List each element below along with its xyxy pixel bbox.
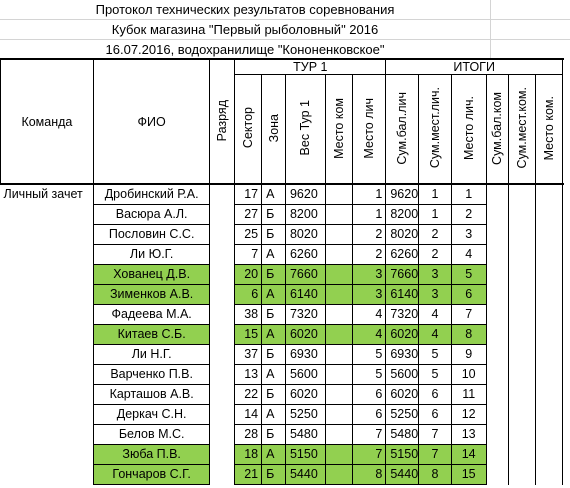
cell-sum-places-pers[interactable]: 1 — [419, 205, 452, 225]
cell-rank[interactable] — [210, 425, 235, 445]
cell-zone[interactable]: Б — [262, 305, 286, 325]
cell-sector[interactable]: 25 — [235, 225, 262, 245]
cell-zone[interactable]: Б — [262, 265, 286, 285]
cup-name[interactable]: Кубок магазина "Первый рыболовный" 2016 — [111, 22, 379, 37]
cell-team[interactable] — [1, 345, 94, 365]
cell-rank[interactable] — [210, 285, 235, 305]
cell-sum-points-team[interactable] — [486, 265, 509, 285]
cell-rank[interactable] — [210, 465, 235, 485]
cell-weight[interactable]: 8200 — [285, 205, 325, 225]
cell-place-team-total[interactable] — [536, 205, 563, 225]
cell-place-pers-total[interactable]: 14 — [451, 445, 486, 465]
cell-sum-places-pers[interactable]: 7 — [419, 445, 452, 465]
cell-place-team[interactable] — [325, 245, 352, 265]
cell-sum-places-pers[interactable]: 4 — [419, 325, 452, 345]
cell-sum-places-pers[interactable]: 7 — [419, 425, 452, 445]
cell-place-pers-total[interactable]: 7 — [451, 305, 486, 325]
cell-sum-places-team[interactable] — [509, 305, 536, 325]
cell-sum-places-team[interactable] — [509, 425, 536, 445]
cell-place-team[interactable] — [325, 265, 352, 285]
cell-fio[interactable]: Белов М.С. — [93, 425, 210, 445]
col-header-place-pers-total[interactable]: Место лич. — [451, 75, 486, 185]
cell-place-pers[interactable]: 8 — [352, 465, 386, 485]
cell-place-pers-total[interactable]: 10 — [451, 365, 486, 385]
col-header-sector[interactable]: Сектор — [235, 75, 262, 185]
cell-zone[interactable]: А — [262, 245, 286, 265]
table-row — [1, 205, 570, 225]
cell-weight[interactable]: 6140 — [285, 285, 325, 305]
cell-sector[interactable]: 7 — [235, 245, 262, 265]
cell-sum-points-team[interactable] — [486, 345, 509, 365]
col-header-rank[interactable]: Разряд — [210, 60, 235, 185]
cell-team[interactable] — [1, 325, 94, 345]
cell-sum-points-team[interactable] — [486, 305, 509, 325]
cell-zone[interactable]: Б — [262, 465, 286, 485]
cell-sum-points-pers[interactable]: 5150 — [386, 445, 419, 465]
cell-place-pers[interactable]: 1 — [352, 205, 386, 225]
cell-fio[interactable]: Зименков А.В. — [93, 285, 210, 305]
cell-sum-points-team[interactable] — [486, 205, 509, 225]
cell-place-pers[interactable]: 6 — [352, 385, 386, 405]
cell-sector[interactable]: 37 — [235, 345, 262, 365]
table-row — [1, 425, 570, 445]
cell-sum-places-pers[interactable]: 5 — [419, 365, 452, 385]
cell-sum-places-team[interactable] — [509, 265, 536, 285]
cell-sum-points-team[interactable] — [486, 465, 509, 485]
cell-sum-points-team[interactable] — [486, 385, 509, 405]
cell-sector[interactable]: 14 — [235, 405, 262, 425]
cell-weight[interactable]: 5150 — [285, 445, 325, 465]
cell-sum-places-pers[interactable]: 3 — [419, 265, 452, 285]
col-header-sum-points-pers[interactable]: Сум.бал.лич — [386, 75, 419, 185]
cell-zone[interactable]: А — [262, 285, 286, 305]
cell-place-pers-total[interactable]: 4 — [451, 245, 486, 265]
cell-edge — [562, 345, 569, 365]
cell-place-team[interactable] — [325, 445, 352, 465]
cell-fio[interactable]: Карташов А.В. — [93, 385, 210, 405]
cell-place-pers-total[interactable]: 8 — [451, 325, 486, 345]
cell-place-pers[interactable]: 7 — [352, 425, 386, 445]
cell-place-pers-total[interactable]: 1 — [451, 185, 486, 205]
cell-sum-places-team[interactable] — [509, 245, 536, 265]
cell-team[interactable] — [1, 425, 94, 445]
cell-sector[interactable]: 20 — [235, 265, 262, 285]
col-header-place-team[interactable]: Место ком — [325, 75, 352, 185]
cell-rank[interactable] — [210, 265, 235, 285]
cell-zone[interactable]: Б — [262, 425, 286, 445]
cell-sum-places-team[interactable] — [509, 205, 536, 225]
cell-place-pers[interactable]: 7 — [352, 445, 386, 465]
cell-sector[interactable]: 15 — [235, 325, 262, 345]
cell-sum-points-pers[interactable]: 5600 — [386, 365, 419, 385]
cell-place-team-total[interactable] — [536, 285, 563, 305]
cell-place-team-total[interactable] — [536, 425, 563, 445]
cell-sector[interactable]: 22 — [235, 385, 262, 405]
col-header-tour-1[interactable]: ТУР 1 — [235, 60, 386, 75]
cell-sector[interactable]: 13 — [235, 365, 262, 385]
cell-place-pers-total[interactable]: 12 — [451, 405, 486, 425]
cell-sum-points-pers[interactable]: 8020 — [386, 225, 419, 245]
cell-fio[interactable]: Дробинский Р.А. — [93, 185, 210, 205]
cell-place-pers-total[interactable]: 9 — [451, 345, 486, 365]
table-row — [1, 345, 570, 365]
col-header-place-team-total[interactable]: Место ком. — [536, 75, 563, 185]
cell-sum-places-team[interactable] — [509, 465, 536, 485]
cell-weight[interactable]: 6020 — [285, 325, 325, 345]
cell-team[interactable] — [1, 285, 94, 305]
cell-place-team[interactable] — [325, 345, 352, 365]
cell-fio[interactable]: Варченко П.В. — [93, 365, 210, 385]
col-header-team[interactable]: Команда — [1, 60, 94, 185]
cell-edge — [562, 365, 569, 385]
cell-place-pers[interactable]: 5 — [352, 365, 386, 385]
cell-edge — [562, 425, 569, 445]
table-row — [1, 325, 570, 345]
cell-rank[interactable] — [210, 185, 235, 205]
cell-sum-points-team[interactable] — [486, 425, 509, 445]
cell-place-team-total[interactable] — [536, 405, 563, 425]
cell-rank[interactable] — [210, 245, 235, 265]
cell-edge — [562, 205, 569, 225]
cell-place-pers[interactable]: 3 — [352, 285, 386, 305]
cell-sum-points-pers[interactable]: 7320 — [386, 305, 419, 325]
table-row — [1, 245, 570, 265]
cell-zone[interactable]: А — [262, 445, 286, 465]
table-row — [1, 285, 570, 305]
cell-team[interactable] — [1, 265, 94, 285]
cell-place-pers-total[interactable]: 11 — [451, 385, 486, 405]
header-row-groups — [1, 60, 570, 75]
col-header-totals[interactable]: ИТОГИ — [386, 60, 563, 75]
cell-place-team-total[interactable] — [536, 465, 563, 485]
results-body — [1, 185, 570, 485]
cell-sum-places-pers[interactable]: 4 — [419, 305, 452, 325]
cell-weight[interactable]: 5250 — [285, 405, 325, 425]
cell-place-team[interactable] — [325, 425, 352, 445]
cell-rank[interactable] — [210, 445, 235, 465]
cell-place-team-total[interactable] — [536, 365, 563, 385]
cell-place-pers[interactable]: 3 — [352, 265, 386, 285]
cell-place-team[interactable] — [325, 305, 352, 325]
cell-place-team[interactable] — [325, 325, 352, 345]
cell-place-pers-total[interactable]: 15 — [451, 465, 486, 485]
cell-place-pers[interactable]: 2 — [352, 225, 386, 245]
table-row — [1, 365, 570, 385]
cell-place-team-total[interactable] — [536, 245, 563, 265]
table-row — [1, 225, 570, 245]
cell-sector[interactable]: 17 — [235, 185, 262, 205]
cell-rank[interactable] — [210, 225, 235, 245]
cell-place-team-total[interactable] — [536, 265, 563, 285]
cell-fio[interactable]: Хованец Д.В. — [93, 265, 210, 285]
table-row — [1, 405, 570, 425]
cell-rank[interactable] — [210, 385, 235, 405]
cell-rank[interactable] — [210, 325, 235, 345]
table-row — [1, 385, 570, 405]
cell-weight[interactable]: 6020 — [285, 385, 325, 405]
results-table — [0, 59, 570, 485]
cell-team[interactable] — [1, 405, 94, 425]
table-row — [1, 185, 570, 205]
col-header-sum-places-pers[interactable]: Сум.мест.лич. — [419, 75, 452, 185]
cell-place-team-total[interactable] — [536, 185, 563, 205]
cell-sum-places-pers[interactable]: 2 — [419, 245, 452, 265]
cell-place-team[interactable] — [325, 365, 352, 385]
cell-sum-points-pers[interactable]: 6260 — [386, 245, 419, 265]
cell-sum-places-pers[interactable]: 3 — [419, 285, 452, 305]
cell-fio[interactable]: Фадеева М.А. — [93, 305, 210, 325]
col-header-sum-points-team[interactable]: Сум.бал.ком — [486, 75, 509, 185]
cell-sum-places-team[interactable] — [509, 385, 536, 405]
cell-place-team[interactable] — [325, 465, 352, 485]
cell-sum-places-team[interactable] — [509, 445, 536, 465]
cell-place-team[interactable] — [325, 185, 352, 205]
date-venue[interactable]: 16.07.2016, водохранилище "Кононенковское" — [105, 42, 385, 57]
cell-weight[interactable]: 5480 — [285, 425, 325, 445]
cell-sum-points-pers[interactable]: 6140 — [386, 285, 419, 305]
cell-zone[interactable]: А — [262, 365, 286, 385]
col-header-zone[interactable]: Зона — [262, 75, 286, 185]
col-header-sum-places-team[interactable]: Сум.мест.ком. — [509, 75, 536, 185]
cell-weight[interactable]: 6260 — [285, 245, 325, 265]
cell-team[interactable] — [1, 305, 94, 325]
cell-sum-points-team[interactable] — [486, 225, 509, 245]
cell-place-pers-total[interactable]: 13 — [451, 425, 486, 445]
cell-team[interactable] — [1, 205, 94, 225]
cell-sum-points-pers[interactable]: 7660 — [386, 265, 419, 285]
cell-sum-points-pers[interactable]: 6020 — [386, 325, 419, 345]
cell-sum-points-pers[interactable]: 6020 — [386, 385, 419, 405]
cell-fio[interactable]: Китаев С.Б. — [93, 325, 210, 345]
cell-team[interactable]: Личный зачет — [1, 185, 94, 205]
cell-sum-points-pers[interactable]: 5480 — [386, 425, 419, 445]
cell-sum-points-pers[interactable]: 6930 — [386, 345, 419, 365]
cell-sum-points-team[interactable] — [486, 245, 509, 265]
cell-fio[interactable]: Ли Ю.Г. — [93, 245, 210, 265]
cell-place-team[interactable] — [325, 225, 352, 245]
cell-fio[interactable]: Деркач С.Н. — [93, 405, 210, 425]
cell-fio[interactable]: Васюра А.Л. — [93, 205, 210, 225]
table-row — [1, 265, 570, 285]
cell-place-team[interactable] — [325, 405, 352, 425]
cell-edge — [562, 445, 569, 465]
cell-sum-points-pers[interactable]: 8200 — [386, 205, 419, 225]
cell-edge — [562, 245, 569, 265]
cell-sum-points-team[interactable] — [486, 325, 509, 345]
cell-team[interactable] — [1, 245, 94, 265]
cell-place-team[interactable] — [325, 385, 352, 405]
cell-edge — [562, 265, 569, 285]
cell-place-pers-total[interactable]: 6 — [451, 285, 486, 305]
cell-sum-places-team[interactable] — [509, 365, 536, 385]
cell-sector[interactable]: 38 — [235, 305, 262, 325]
cell-edge — [562, 385, 569, 405]
cell-place-pers[interactable]: 1 — [352, 185, 386, 205]
cell-zone[interactable]: А — [262, 185, 286, 205]
cell-zone[interactable]: Б — [262, 345, 286, 365]
cell-sector[interactable]: 28 — [235, 425, 262, 445]
cell-rank[interactable] — [210, 345, 235, 365]
cell-sum-points-pers[interactable]: 9620 — [386, 185, 419, 205]
cell-rank[interactable] — [210, 305, 235, 325]
report-title[interactable]: Протокол технических результатов соревнования — [95, 2, 395, 17]
cell-zone[interactable]: Б — [262, 385, 286, 405]
cell-place-team-total[interactable] — [536, 325, 563, 345]
cell-sum-places-team[interactable] — [509, 285, 536, 305]
cell-place-pers[interactable]: 5 — [352, 345, 386, 365]
col-header-fio[interactable]: ФИО — [93, 60, 210, 185]
cell-weight[interactable]: 6930 — [285, 345, 325, 365]
cell-place-pers-total[interactable]: 3 — [451, 225, 486, 245]
col-header-weight[interactable]: Вес Тур 1 — [285, 75, 325, 185]
cell-rank[interactable] — [210, 205, 235, 225]
cell-place-team[interactable] — [325, 285, 352, 305]
cell-sum-points-team[interactable] — [486, 365, 509, 385]
cell-place-pers-total[interactable]: 5 — [451, 265, 486, 285]
cell-sum-places-pers[interactable]: 6 — [419, 405, 452, 425]
cell-place-team-total[interactable] — [536, 305, 563, 325]
cell-sum-places-team[interactable] — [509, 405, 536, 425]
cell-weight[interactable]: 7320 — [285, 305, 325, 325]
cell-place-team-total[interactable] — [536, 225, 563, 245]
cell-sum-points-team[interactable] — [486, 285, 509, 305]
cell-edge — [562, 185, 569, 205]
cell-weight[interactable]: 9620 — [285, 185, 325, 205]
cell-edge — [562, 465, 569, 485]
cell-zone[interactable]: А — [262, 405, 286, 425]
cell-sum-points-team[interactable] — [486, 405, 509, 425]
cell-rank[interactable] — [210, 365, 235, 385]
cell-sum-points-pers[interactable]: 5250 — [386, 405, 419, 425]
cell-sum-places-pers[interactable]: 2 — [419, 225, 452, 245]
cell-sum-places-pers[interactable]: 8 — [419, 465, 452, 485]
cell-sum-places-team[interactable] — [509, 325, 536, 345]
cell-zone[interactable]: А — [262, 325, 286, 345]
cell-edge — [562, 285, 569, 305]
cell-edge — [562, 305, 569, 325]
cell-place-pers[interactable]: 4 — [352, 305, 386, 325]
cell-sector[interactable]: 6 — [235, 285, 262, 305]
cell-sum-points-team[interactable] — [486, 445, 509, 465]
cell-fio[interactable]: Ли Н.Г. — [93, 345, 210, 365]
cell-sum-places-pers[interactable]: 6 — [419, 385, 452, 405]
cell-sum-points-team[interactable] — [486, 185, 509, 205]
col-header-place-pers[interactable]: Место лич — [352, 75, 386, 185]
cell-sum-points-pers[interactable]: 5440 — [386, 465, 419, 485]
cell-place-team-total[interactable] — [536, 385, 563, 405]
cell-weight[interactable]: 8020 — [285, 225, 325, 245]
cell-rank[interactable] — [210, 405, 235, 425]
cell-sector[interactable]: 21 — [235, 465, 262, 485]
cell-team[interactable] — [1, 465, 94, 485]
cell-sum-places-team[interactable] — [509, 225, 536, 245]
cell-place-team[interactable] — [325, 205, 352, 225]
cell-sector[interactable]: 18 — [235, 445, 262, 465]
cell-weight[interactable]: 5440 — [285, 465, 325, 485]
table-row — [1, 305, 570, 325]
cell-place-pers-total[interactable]: 2 — [451, 205, 486, 225]
cell-team[interactable] — [1, 225, 94, 245]
cell-place-pers[interactable]: 4 — [352, 325, 386, 345]
cell-sector[interactable]: 27 — [235, 205, 262, 225]
table-row — [1, 465, 570, 485]
cell-weight[interactable]: 7660 — [285, 265, 325, 285]
cell-sum-places-pers[interactable]: 1 — [419, 185, 452, 205]
cell-zone[interactable]: Б — [262, 205, 286, 225]
cell-team[interactable] — [1, 385, 94, 405]
cell-edge — [562, 225, 569, 245]
cell-fio[interactable]: Зюба П.В. — [93, 445, 210, 465]
cell-sum-places-team[interactable] — [509, 345, 536, 365]
cell-sum-places-pers[interactable]: 5 — [419, 345, 452, 365]
cell-fio[interactable]: Гончаров С.Г. — [93, 465, 210, 485]
cell-place-pers[interactable]: 2 — [352, 245, 386, 265]
cell-edge — [562, 405, 569, 425]
table-row — [1, 445, 570, 465]
cell-fio[interactable]: Пословин С.С. — [93, 225, 210, 245]
cell-team[interactable] — [1, 365, 94, 385]
cell-team[interactable] — [1, 445, 94, 465]
cell-sum-places-team[interactable] — [509, 185, 536, 205]
cell-place-pers[interactable]: 6 — [352, 405, 386, 425]
cell-weight[interactable]: 5600 — [285, 365, 325, 385]
cell-place-team-total[interactable] — [536, 445, 563, 465]
cell-zone[interactable]: Б — [262, 225, 286, 245]
cell-edge — [562, 325, 569, 345]
cell-place-team-total[interactable] — [536, 345, 563, 365]
